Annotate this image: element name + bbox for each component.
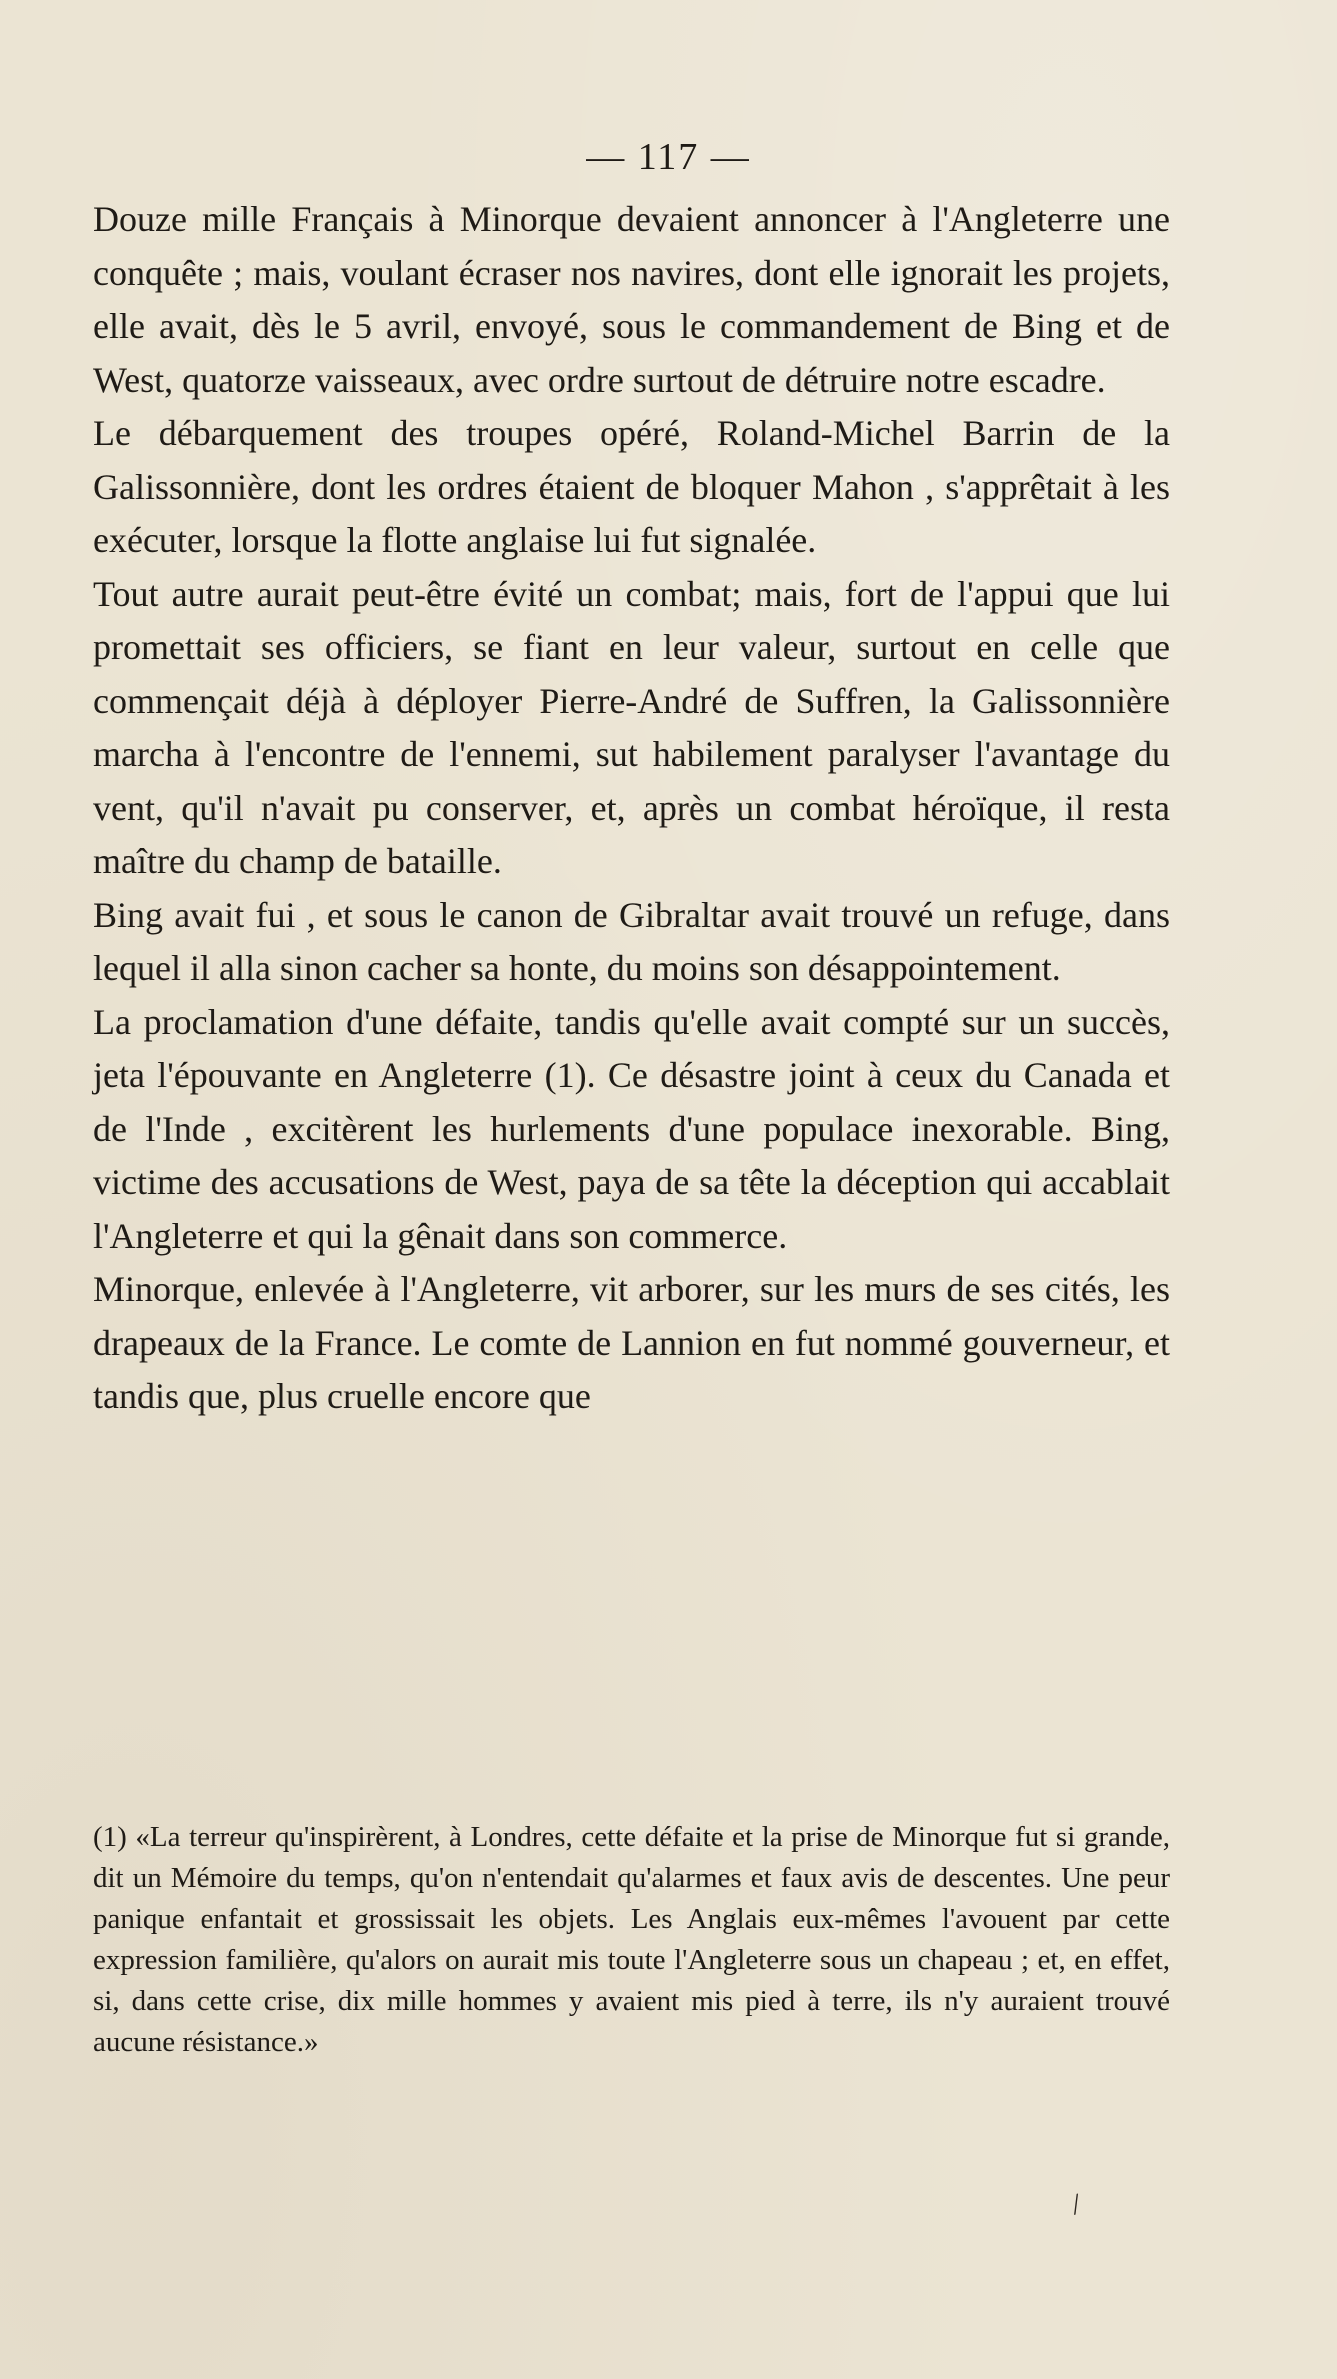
footnote-block — [93, 1817, 1170, 2063]
bottom-mark: / — [1068, 2187, 1084, 2222]
paragraph-2: Le débarquement des troupes opéré, Roland-Michel Barrin de la Galissonnière, dont les ordres étaient de bloquer Mahon , s'apprêtait à les exécuter, lorsque la flotte anglaise lui fut signalée. — [93, 413, 1170, 560]
paragraph-5: La proclamation d'une défaite, tandis qu'elle avait compté sur un succès, jeta l'épouvante en Angleterre (1). Ce désastre joint à ceux du Canada et de l'Inde , excitèrent les hurlements d'une populace inexorable. Bing, victime des accusations de West, paya de sa tête la déception qui accablait l'Angleterre et qui la gênait dans son commerce. — [93, 1001, 1170, 1256]
footnote-text: (1) «La terreur qu'inspirèrent, à Londres, cette défaite et la prise de Minorque fut si grande, dit un Mémoire du temps, qu'on n'entendait qu'alarmes et faux avis de descentes. Une peur panique enfantait et grossissait les objets. Les Anglais eux-mêmes l'avouent par cette expression familière, qu'alors on aurait mis toute l'Angleterre sous un chapeau ; et, en effet, si, dans cette crise, dix mille hommes y avaient mis pied à terre, ils n'y auraient trouvé aucune résistance.» — [93, 1821, 1170, 2058]
paragraph-1: Douze mille Français à Minorque devaient annoncer à l'Angleterre une conquête ; mais, voulant écraser nos navires, dont elle ignorait les projets, elle avait, dès le 5 avril, envoyé, sous le commandement de Bing et de West, quatorze vaisseaux, avec ordre surtout de détruire notre escadre. — [93, 199, 1170, 400]
paragraph-4: Bing avait fui , et sous le canon de Gibraltar avait trouvé un refuge, dans lequel il alla sinon cacher sa honte, du moins son désappointement. — [93, 894, 1170, 988]
page-number: — 117 — — [586, 136, 751, 178]
main-text — [93, 193, 1170, 1424]
paragraph-3: Tout autre aurait peut-être évité un combat; mais, fort de l'appui que lui promettait ses officiers, se fiant en leur valeur, surtout en celle que commençait déjà à déployer Pierre-André de Suffren, la Galissonnière marcha à l'encontre de l'ennemi, sut habilement paralyser l'avantage du vent, qu'il n'avait pu conserver, et, après un combat héroïque, il resta maître du champ de bataille. — [93, 573, 1170, 881]
paragraph-6: Minorque, enlevée à l'Angleterre, vit arborer, sur les murs de ses cités, les drapeaux de la France. Le comte de Lannion en fut nommé gouverneur, et tandis que, plus cruelle encore que — [93, 1269, 1170, 1416]
